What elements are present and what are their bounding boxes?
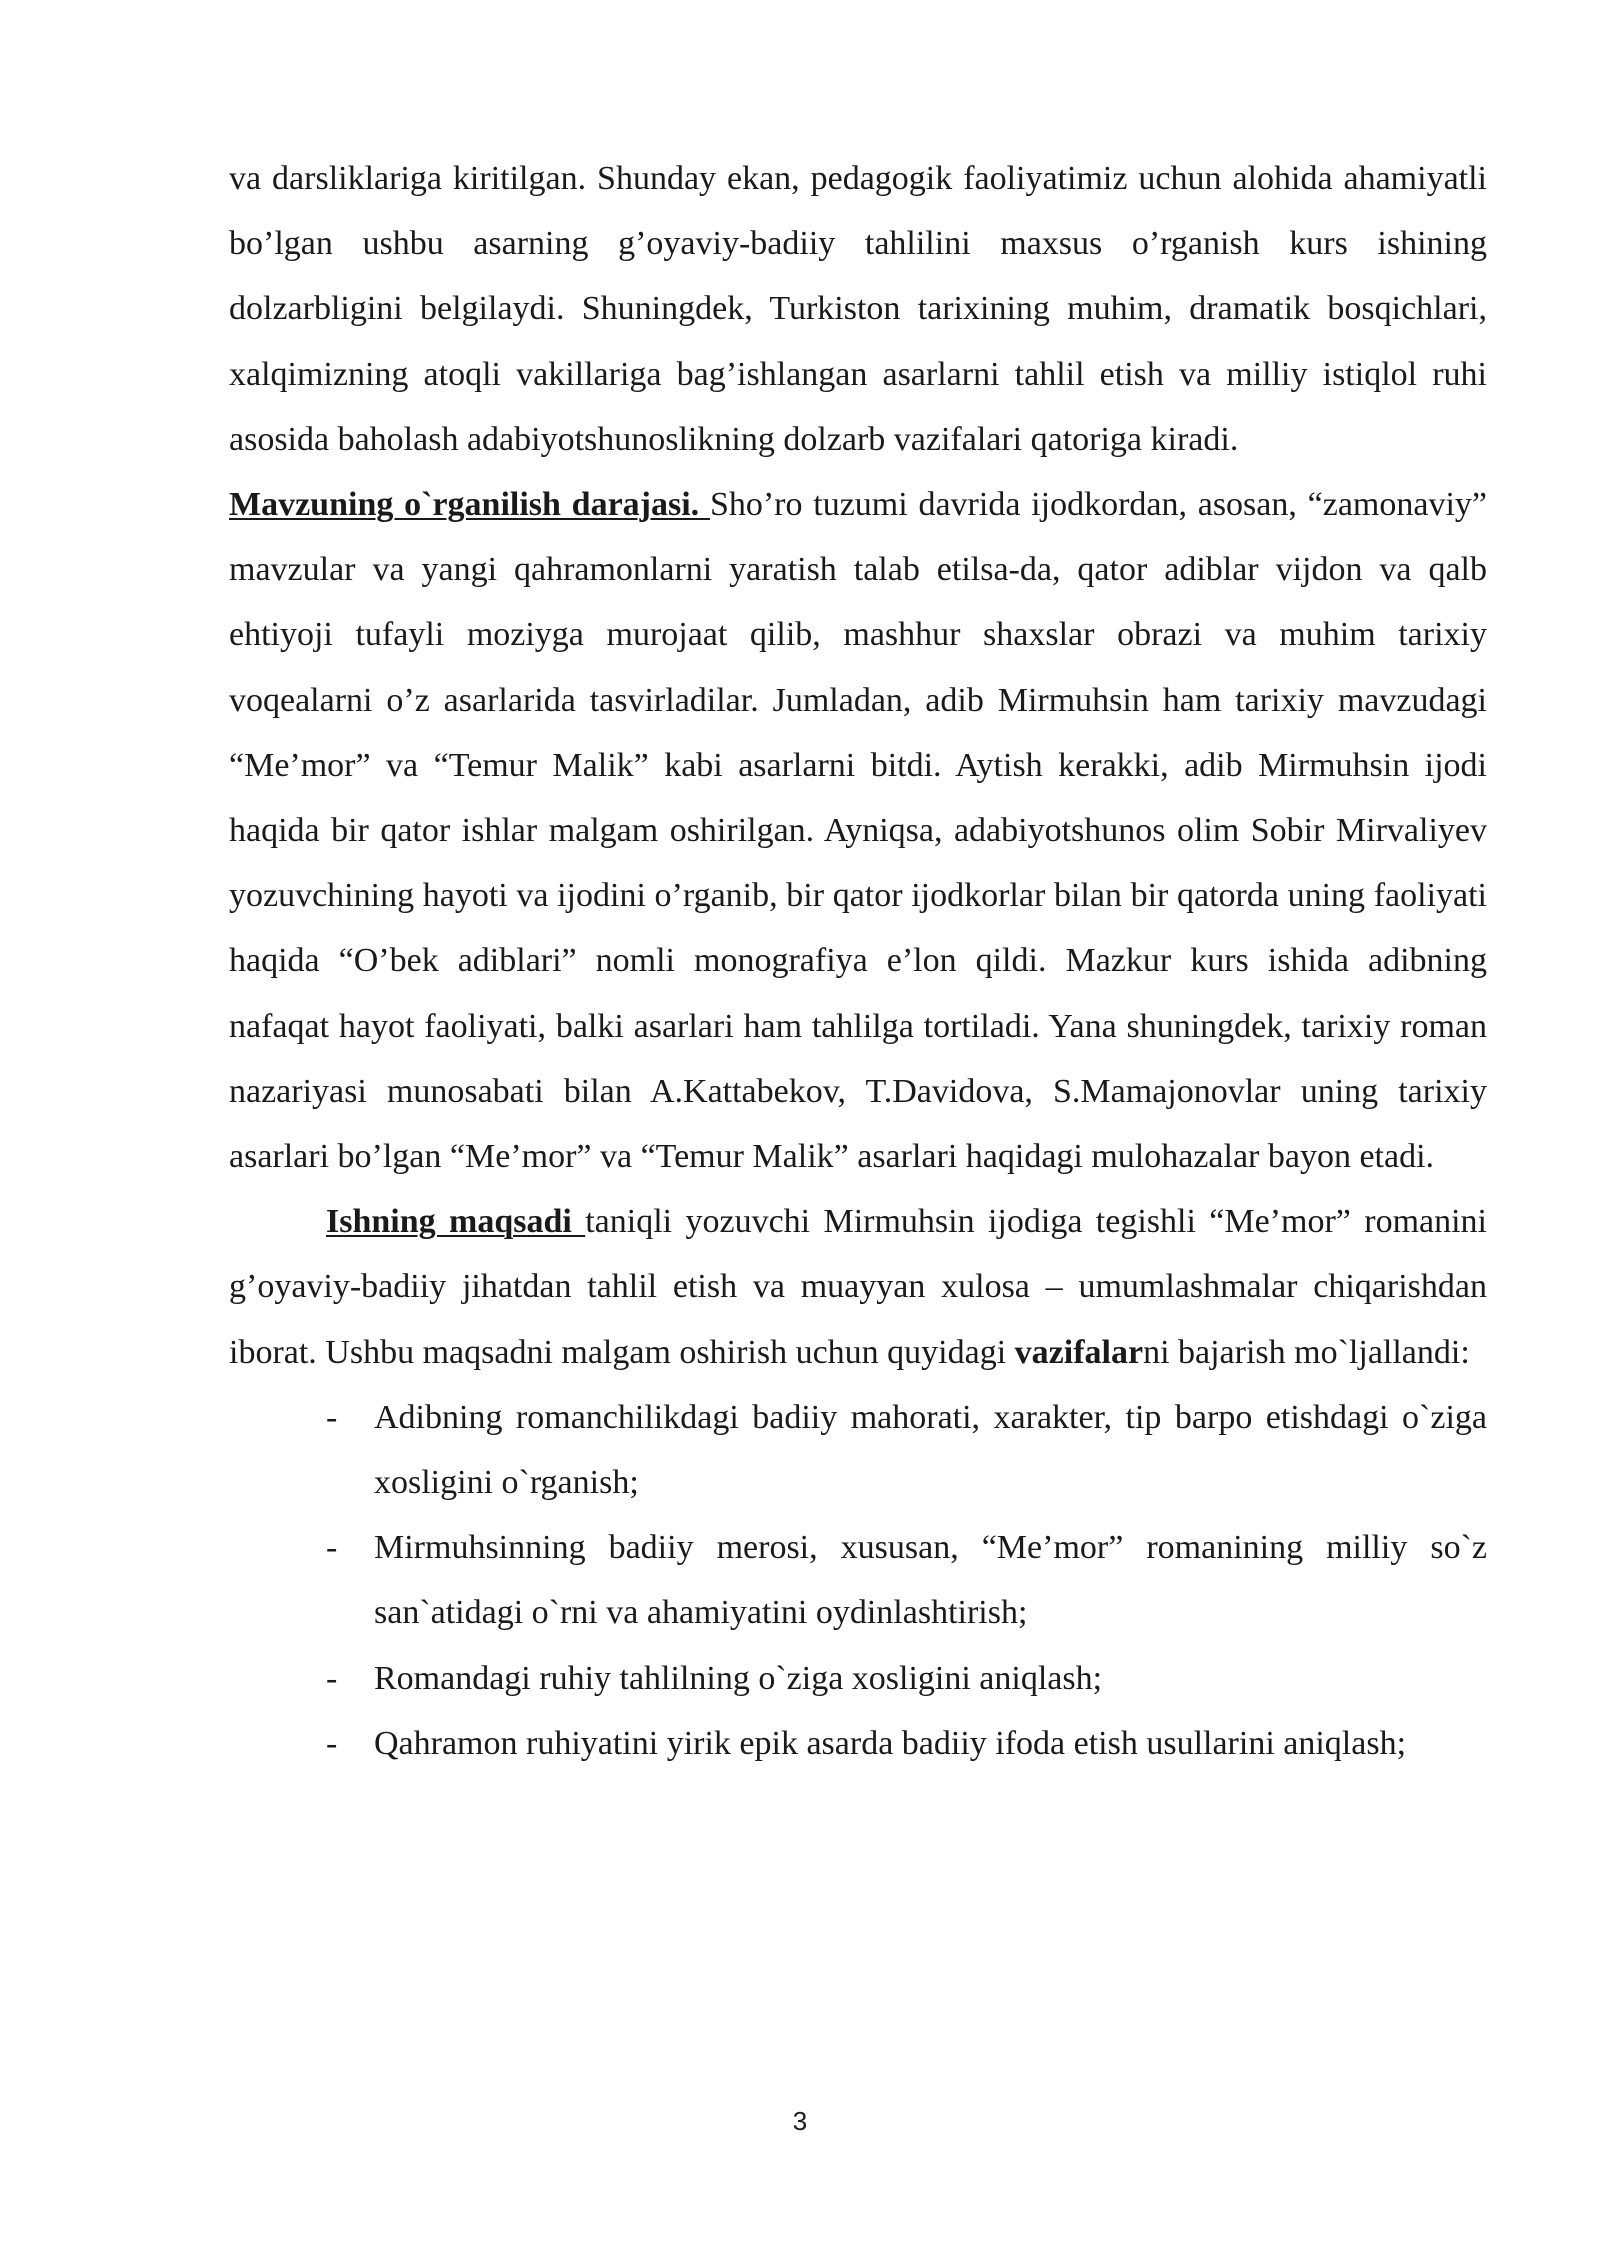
list-marker: - bbox=[326, 1724, 338, 1762]
study-level-heading: Mavzuning o`rganilish darajasi. bbox=[229, 486, 710, 524]
list-item-text: Qahramon ruhiyatini yirik epik asarda badiiy ifoda etish usullarini aniqlash; bbox=[374, 1724, 1407, 1762]
goal-heading: Ishning maqsadi bbox=[326, 1203, 586, 1241]
page-body bbox=[229, 146, 1487, 1776]
list-marker: - bbox=[326, 1398, 338, 1436]
list-marker: - bbox=[326, 1659, 338, 1697]
list-item-text: Mirmuhsinning badiiy merosi, xususan, “Me’mor” romanining milliy so`z san`atidagi o`rni va ahamiyatini oydinlashtirish; bbox=[374, 1529, 1487, 1632]
study-level-paragraph bbox=[229, 472, 1487, 1189]
tasks-word: vazifalar bbox=[1014, 1333, 1144, 1371]
intro-paragraph: va darsliklariga kiritilgan. Shunday ekan, pedagogik faoliyatimiz uchun alohida ahamiyatli bo’lgan ushbu asarning g’oyaviy-badiiy tahlilini maxsus o’rganish kurs ishining dolzarbligini belgilaydi. Shuningdek, Turkiston tarixining muhim, dramatik bosqichlari, xalqimizning atoqli vakillariga bag’ishlangan asarlarni tahlil etish va milliy istiqlol ruhi asosida baholash adabiyotshunoslikning dolzarb vazifalari qatoriga kiradi. bbox=[229, 160, 1487, 458]
page-number: 3 bbox=[792, 2106, 808, 2136]
list-item bbox=[229, 1385, 1487, 1515]
study-level-text: Sho’ro tuzumi davrida ijodkordan, asosan, “zamonaviy” mavzular va yangi qahramonlarni yaratish talab etilsa-da, qator adiblar vijdon va qalb ehtiyoji tufayli moziyga murojaat qilib, mashhur shaxslar obrazi va muhim tarixiy voqealarni o’z asarlarida tasvirladilar. Jumladan, adib Mirmuhsin ham tarixiy mavzudagi “Me’mor” va “Temur Malik” kabi asarlarni bitdi. Aytish kerakki, adib Mirmuhsin ijodi haqida bir qator ishlar malgam oshirilgan. Ayniqsa, adabiyotshunos olim Sobir Mirvaliyev yozuvchining hayoti va ijodini o’rganib, bir qator ijodkorlar bilan bir qatorda uning faoliyati haqida “O’bek adiblari” nomli monografiya e’lon qildi. Mazkur kurs ishida adibning nafaqat hayot faoliyati, balki asarlari ham tahlilga tortiladi. Yana shuningdek, tarixiy roman nazariyasi munosabati bilan A.Kattabekov, T.Davidova, S.Mamajonovlar uning tarixiy asarlari bo’lgan “Me’mor” va “Temur Malik” asarlari haqidagi mulohazalar bayon etadi. bbox=[229, 486, 1487, 1176]
tasks-tail: ni bajarish mo`ljallandi: bbox=[1143, 1333, 1470, 1371]
goal-paragraph bbox=[229, 1189, 1487, 1385]
goal-text: taniqli yozuvchi Mirmuhsin ijodiga tegishli “Me’mor” romanini g’oyaviy-badiiy jihatdan tahlil etish va muayyan xulosa – umumlashmalar chiqarishdan iborat. Ushbu maqsadni malgam oshirish uchun quyidagi bbox=[229, 1203, 1487, 1371]
list-item bbox=[229, 1646, 1487, 1711]
list-item-text: Adibning romanchilikdagi badiiy mahorati, xarakter, tip barpo etishdagi o`ziga xosligini o`rganish; bbox=[374, 1398, 1487, 1502]
list-item bbox=[229, 1515, 1487, 1645]
tasks-list bbox=[229, 1385, 1487, 1776]
list-marker: - bbox=[326, 1529, 338, 1567]
list-item-text: Romandagi ruhiy tahlilning o`ziga xosligini aniqlash; bbox=[374, 1659, 1103, 1697]
list-item bbox=[229, 1711, 1487, 1776]
